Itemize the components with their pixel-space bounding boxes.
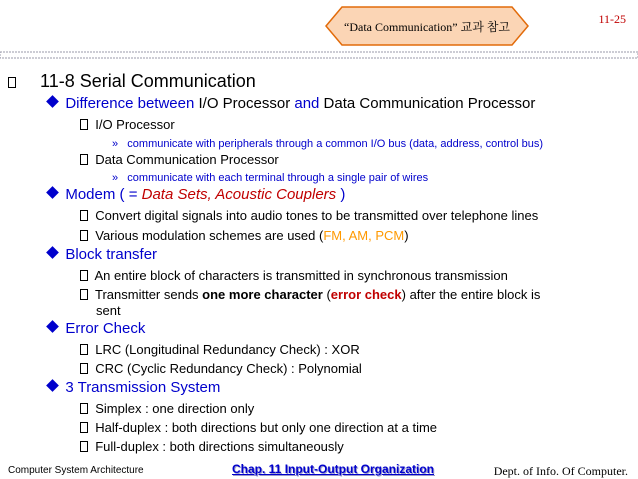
modem-close: ) xyxy=(336,186,346,203)
section-heading xyxy=(8,71,256,92)
banner-text: “Data Communication” 교과 참고 xyxy=(344,19,510,34)
trans-sub-2 xyxy=(80,420,437,435)
modulation-schemes: FM, AM, PCM xyxy=(323,228,405,243)
footer-course: Computer System Architecture xyxy=(8,465,144,476)
diamond-icon xyxy=(46,379,59,392)
block-sub-2-e: ) after the entire block is xyxy=(401,287,541,302)
trans-sub-3 xyxy=(80,439,344,454)
modem-sub-2 xyxy=(80,228,409,243)
block-sub-2-d: error check xyxy=(330,287,402,302)
box-icon xyxy=(80,210,88,221)
block-sub-2-b: one more character xyxy=(202,287,323,302)
difference-label-1: Difference between xyxy=(65,95,195,112)
modem-sub-2-c: ) xyxy=(404,228,409,243)
section-title: 11-8 Serial Communication xyxy=(40,71,256,91)
sub-dcp xyxy=(80,152,279,167)
modem-sub-1-text: Convert digital signals into audio tones to be transmitted over telephone lines xyxy=(95,208,539,223)
header-rule xyxy=(0,50,638,60)
double-chevron-icon: » xyxy=(112,138,119,150)
io-processor-desc-row xyxy=(112,138,543,150)
trans-sub-2-text: Half-duplex : both directions but only one direction at a time xyxy=(95,420,438,435)
box-icon xyxy=(80,403,88,414)
box-icon xyxy=(80,230,88,241)
box-icon xyxy=(80,270,88,281)
difference-label-2: I/O Processor xyxy=(194,95,295,112)
modem-label: Modem ( = xyxy=(65,186,142,203)
io-processor-desc: communicate with peripherals through a common I/O bus (data, address, control bus) xyxy=(127,138,544,150)
block-sub-2-f: sent xyxy=(96,303,121,318)
box-icon xyxy=(80,154,88,165)
modem-sub-2-a: Various modulation schemes are used ( xyxy=(95,228,324,243)
dcp-desc-row xyxy=(112,172,428,184)
modem-sub-1 xyxy=(80,208,538,223)
block-label: Block transfer xyxy=(65,246,158,263)
trans-sub-3-text: Full-duplex : both directions simultaneously xyxy=(95,439,344,454)
error-sub-2-text: CRC (Cyclic Redundancy Check) : Polynomial xyxy=(95,361,362,376)
trans-sub-1-text: Simplex : one direction only xyxy=(95,401,255,416)
diamond-icon xyxy=(46,95,59,108)
bullet-block xyxy=(48,246,157,263)
bullet-error xyxy=(48,320,145,337)
diamond-icon xyxy=(46,186,59,199)
block-sub-2-cont xyxy=(96,303,121,318)
difference-label-4: Data Communication Processor xyxy=(319,95,536,112)
diamond-icon xyxy=(46,320,59,333)
double-chevron-icon: » xyxy=(112,172,119,184)
io-processor-label: I/O Processor xyxy=(95,117,175,132)
box-icon xyxy=(80,363,88,374)
trans-sub-1 xyxy=(80,401,254,416)
block-sub-2-a: Transmitter sends xyxy=(95,287,203,302)
error-sub-1-text: LRC (Longitudinal Redundancy Check) : XOR xyxy=(95,342,360,357)
box-icon xyxy=(8,77,16,88)
page-number: 11-25 xyxy=(598,12,626,26)
block-sub-1-text: An entire block of characters is transmitted in synchronous transmission xyxy=(94,268,508,283)
error-sub-2 xyxy=(80,361,362,376)
footer-dept: Dept. of Info. Of Computer. xyxy=(493,464,628,478)
bullet-difference xyxy=(48,95,535,112)
dcp-desc: communicate with each terminal through a single pair of wires xyxy=(127,172,429,184)
bullet-transmission xyxy=(48,379,220,396)
block-sub-1 xyxy=(80,268,508,283)
box-icon xyxy=(80,344,88,355)
transmission-label: 3 Transmission System xyxy=(65,379,221,396)
bullet-modem xyxy=(48,186,345,203)
block-sub-2 xyxy=(80,287,540,302)
error-label: Error Check xyxy=(65,320,146,337)
box-icon xyxy=(80,289,88,300)
sub-io-processor xyxy=(80,117,175,132)
box-icon xyxy=(80,441,88,452)
box-icon xyxy=(80,422,88,433)
diamond-icon xyxy=(46,246,59,259)
block-sub-2-c: ( xyxy=(322,287,331,302)
dcp-label: Data Communication Processor xyxy=(95,152,279,167)
difference-label-3: and xyxy=(294,95,320,112)
error-sub-1 xyxy=(80,342,360,357)
modem-aka: Data Sets, Acoustic Couplers xyxy=(141,186,337,203)
box-icon xyxy=(80,119,88,130)
footer-chapter: Chap. 11 Input-Output Organization xyxy=(232,462,434,476)
